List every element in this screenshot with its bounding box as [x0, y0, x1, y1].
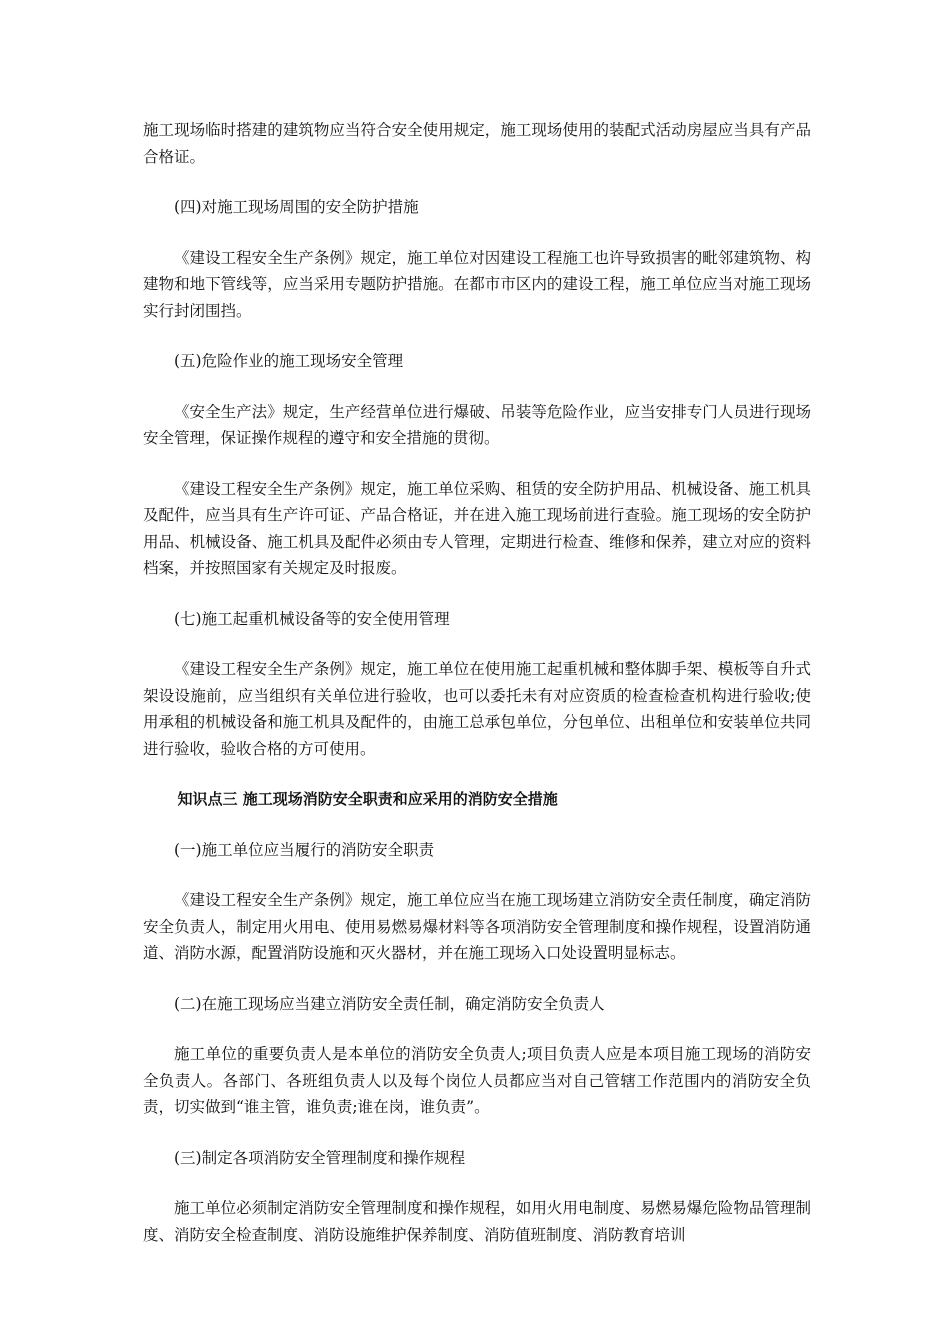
heading-surrounding-protection: (四)对施工现场周围的安全防护措施 [174, 198, 419, 216]
paragraph-fire-management-rules: 施工单位必须制定消防安全管理制度和操作规程，如用火用电制度、易燃易爆危险物品管理制度、消防安全检查制度、消防设施维护保养制度、消防值班制度、消防教育培训 [143, 1199, 811, 1244]
heading-fire-responsibility-system: (二)在施工现场应当建立消防安全责任制，确定消防安全负责人 [174, 994, 605, 1013]
paragraph-fire-safety-duties: 《建设工程安全生产条例》规定，施工单位应当在施工现场建立消防安全责任制度，确定消防安全负责人，制定用火用电、使用易燃易爆材料等各项消防安全管理制度和操作规程，设置消防通道、消防水源，配置消防设施和灭火器材，并在施工现场入口处设置明显标志。 [143, 891, 811, 962]
paragraph-safety-production-law: 《安全生产法》规定，生产经营单位进行爆破、吊装等危险作业，应当安排专门人员进行现场安全管理，保证操作规程的遵守和安全措施的贯彻。 [143, 402, 811, 447]
section-title-fire-safety: 知识点三 施工现场消防安全职责和应采用的消防安全措施 [177, 790, 558, 808]
heading-dangerous-operations: (五)危险作业的施工现场安全管理 [174, 352, 404, 370]
paragraph-fire-responsibility-system: 施工单位的重要负责人是本单位的消防安全负责人;项目负责人应是本项目施工现场的消防安全负责人。各部门、各班组负责人以及每个岗位人员都应当对自己管辖工作范围内的消防安全负责，切实做到“谁主管，谁负责;谁在岗，谁负责”。 [143, 1045, 811, 1116]
paragraph-equipment-inspection: 《建设工程安全生产条例》规定，施工单位采购、租赁的安全防护用品、机械设备、施工机具及配件，应当具有生产许可证、产品合格证，并在进入施工现场前进行查验。施工现场的安全防护用品、机械设备、施工机具及配件必须由专人管理，定期进行检查、维修和保养，建立对应的资料档案，并按照国家有关规定及时报废。 [143, 479, 811, 577]
heading-fire-management-rules: (三)制定各项消防安全管理制度和操作规程 [174, 1148, 466, 1167]
paragraph-lifting-machinery: 《建设工程安全生产条例》规定，施工单位在使用施工起重机械和整体脚手架、模板等自升式架设设施前，应当组织有关单位进行验收，也可以委托未有对应资质的检查检查机构进行验收;使用承租的机械设备和施工机具及配件的，由施工总承包单位，分包单位、出租单位和安装单位共同进行验收，验收合格的方可使用。 [143, 660, 811, 758]
heading-fire-safety-duties: (一)施工单位应当履行的消防安全职责 [174, 840, 435, 859]
paragraph-temporary-buildings: 施工现场临时搭建的建筑物应当符合安全使用规定，施工现场使用的装配式活动房屋应当具有产品合格证。 [143, 121, 811, 166]
heading-lifting-machinery: (七)施工起重机械设备等的安全使用管理 [174, 609, 450, 628]
document-page [143, 117, 811, 1248]
paragraph-surrounding-protection: 《建设工程安全生产条例》规定，施工单位对因建设工程施工也许导致损害的毗邻建筑物、构建物和地下管线等，应当采用专题防护措施。在都市市区内的建设工程，施工单位应当对施工现场实行封闭围挡。 [143, 248, 811, 320]
